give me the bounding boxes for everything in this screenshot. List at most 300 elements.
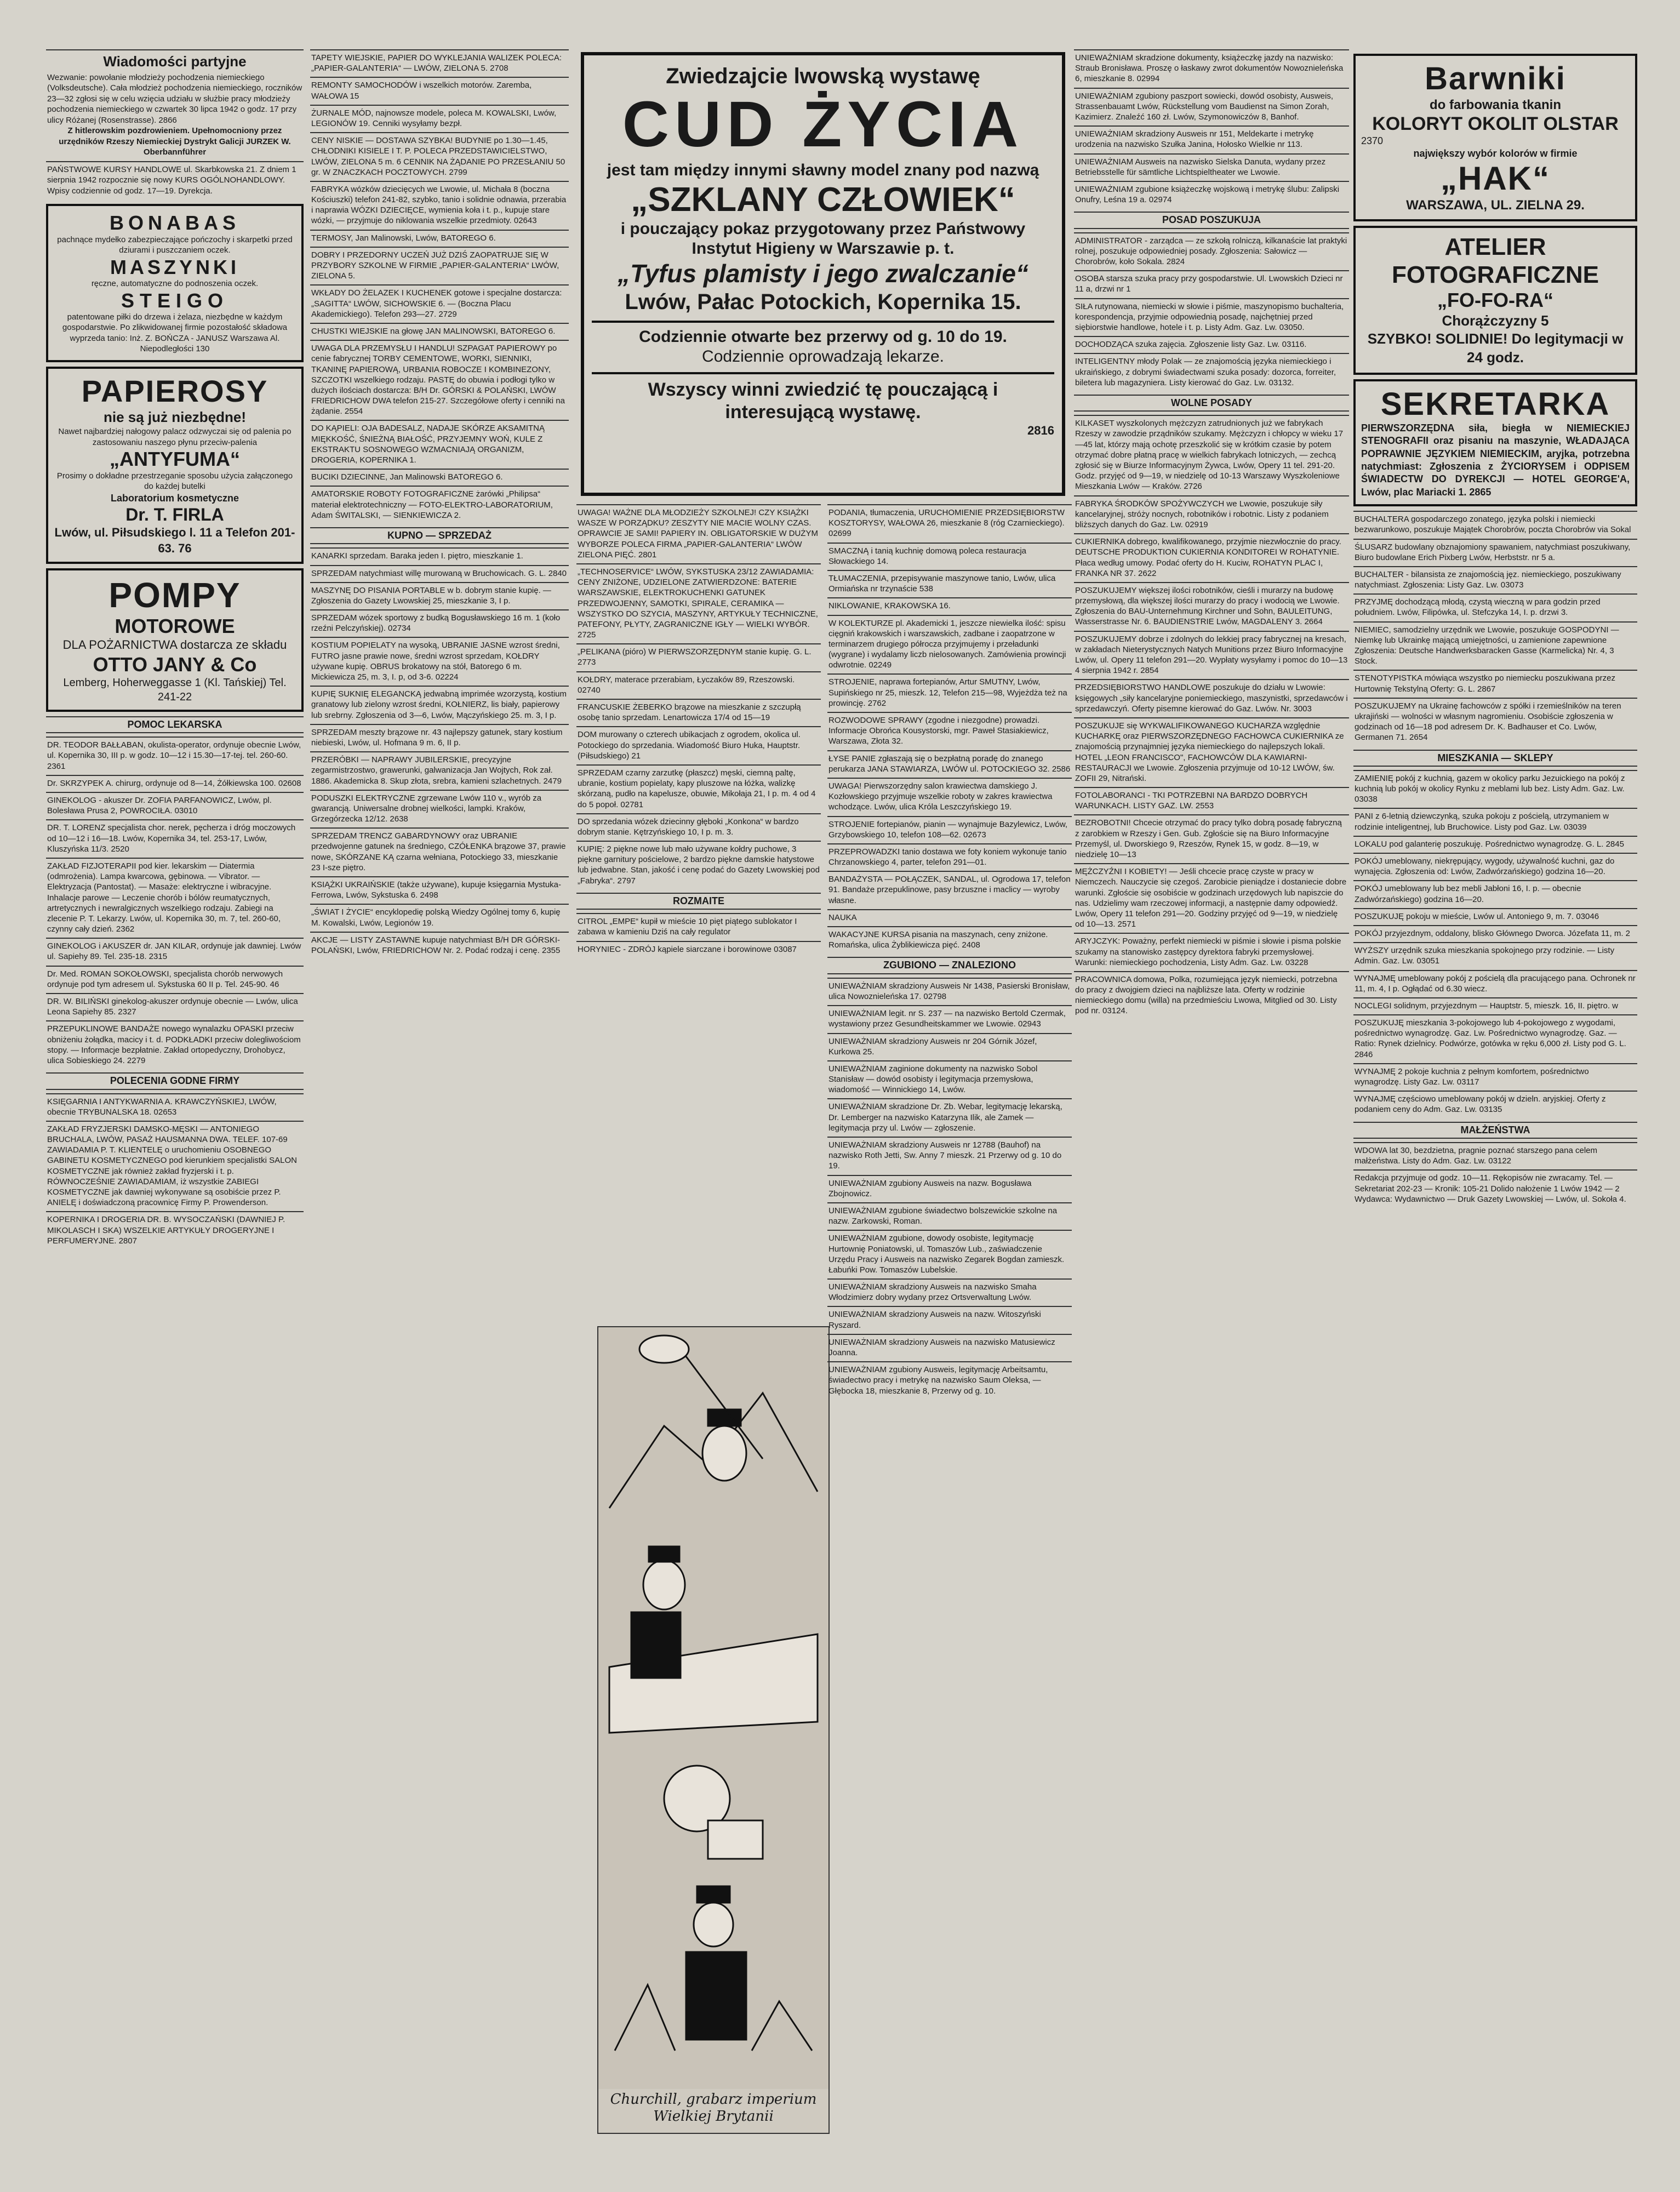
classified-ad <box>827 816 1072 843</box>
wolne-section-title: WOLNE POSADY <box>1074 395 1349 412</box>
job-ad-text: STENOTYPISTKA mówiąca wszystko po niemiecku poszukiwana przez Hurtownię Tekstylną Oferty: G. L. 2867 <box>1355 673 1616 694</box>
classified-ad-text: WKŁADY DO ŻELAZEK I KUCHENEK gotowe i specjalne dostarcza: „SAGITTA“ LWÓW, SICHOWSKIE 6. — (Boczna Placu Akademickiego). Telefon 293—27. 2729 <box>311 288 562 319</box>
classified-ad <box>310 247 569 285</box>
churchill-cartoon <box>597 1326 830 2134</box>
apartment-ad <box>1353 1063 1637 1091</box>
column-4 <box>1074 49 1349 2181</box>
kupno-ad-text: KOSTIUM POPIELATY na wysoką, UBRANIE JASNE wzrost średni, FUTRO jasne prawie nowe, średni wzrost sprzedam, KOŁDRY używane kupię. OBRUS brokatowy na stół, Batorego 6 m. Mickiewicza 25, m. 3, I. p, od 3-6. 02224 <box>311 641 560 682</box>
classified-ad <box>827 926 1072 954</box>
maszynki-title: MASZYNKI <box>110 255 239 278</box>
classified-list <box>310 49 569 524</box>
marriage-ad-text: WDOWA lat 30, bezdzietna, pragnie poznać starszego pana celem małżeństwa. Listy do Adm. Gaz. Lw. 03122 <box>1355 1146 1598 1166</box>
rozmaite-list <box>576 913 821 958</box>
medical-ad-text: GINEKOLOG - akuszer Dr. ZOFIA PARFANOWICZ, Lwów, pl. Bolesława Prusa 2, POWROCIŁA. 03010 <box>47 796 272 816</box>
job-ad-text: CUKIERNIKA dobrego, kwalifikowanego, przyjmie niezwłocznie do pracy. DEUTSCHE PRODUKTION CUKIERNIA KONDITOREI W ROHATYNIE. Płaca według umowy. Podać oferty do H. Kuciw, ROHATYN PLAC I, FRANKA NR 37. 2622 <box>1075 537 1341 578</box>
classified-ad-text: REMONTY SAMOCHODÓW i wszelkich motorów. Zaremba, WAŁOWA 15 <box>311 81 532 101</box>
medical-ad <box>46 858 304 938</box>
kupno-list <box>310 547 569 959</box>
classified-ad-text: DOM murowany o czterech ubikacjach z ogrodem, okolica ul. Potockiego do sprzedania. Wiadomość Biuro Huka, Hauptstr. (Piłsudskiego) 21 <box>578 730 801 761</box>
classified-ad-text: TERMOSY, Jan Malinowski, Lwów, BATOREGO 6. <box>311 233 496 243</box>
lost-ad-text: UNIEWAŻNIAM skradziony Ausweis Nr 1438, Pasierski Bronisław, ulica Nowoznieleńska 17. 02798 <box>828 981 1070 1001</box>
lost-list <box>827 978 1072 1400</box>
classified-ad <box>827 570 1072 597</box>
kupno-ad-text: KANARKI sprzedam. Baraka jeden I. piętro, mieszkanie 1. <box>311 551 523 561</box>
apartment-ad-text: LOKALU pod galanterię poszukuję. Pośrednictwo wynagrodzę. G. L. 2845 <box>1355 839 1624 849</box>
recommended-ad <box>46 1211 304 1249</box>
kupno-ad <box>310 876 569 904</box>
editorial-footer <box>1353 1169 1637 1208</box>
pompy-text: DLA POŻARNICTWA dostarcza ze składu <box>62 637 287 652</box>
firla-name: Dr. T. FIRLA <box>125 505 224 525</box>
expo-title: CUD ŻYCIA <box>622 88 1024 161</box>
job-ad-text: BUCHALTER - bilansista ze znajomością jęz. niemieckiego, poszukiwany natychmiast. Zgłoszenia: Listy Gaz. Lw. 03073 <box>1355 569 1621 590</box>
classified-ad-text: NIKLOWANIE, KRAKOWSKA 16. <box>828 601 951 611</box>
party-news <box>46 49 304 161</box>
hak-address: WARSZAWA, UL. ZIELNA 29. <box>1406 197 1585 213</box>
barwniki-title: Barwniki <box>1425 61 1566 96</box>
firla-address: Lwów, ul. Piłsudskiego l. 11 a Telefon 201-63. 76 <box>54 525 295 555</box>
job-ad <box>1074 971 1349 1020</box>
expo-number: 2816 <box>1027 423 1054 437</box>
recommended-ad-text: KOPERNIKA I DROGERIA DR. B. WYSOCZAŃSKI (DAWNIEJ P. MIKOLASCH I SKA) WSZELKIE ARTYKUŁY DROGERYJNE I PERFUMERYJNE. 2807 <box>47 1215 285 1246</box>
cartoon-caption: Churchill, grabarz imperium Wielkiej Brytanii <box>610 2091 817 2125</box>
rozmaite-section-title: ROZMAITE <box>576 893 821 910</box>
recommended-list <box>46 1093 304 1249</box>
classified-ad <box>827 543 1072 570</box>
classified-ad-text: DO sprzedania wózek dziecinny głęboki „Konkona“ w bardzo dobrym stanie. Kętrzyńskiego 10, I p. m. 3. <box>578 817 799 837</box>
annulment-ad <box>1074 125 1349 153</box>
classified-ad-text: DOBRY I PRZEDORNY UCZEŃ JUŻ DZIŚ ZAOPATRUJE SIĘ W PRZYBORY SZKOLNE W FIRMIE „PAPIER-GALANTERIA“ LWÓW, ZIELONA 5. <box>311 250 559 281</box>
classified-ad-text: PODANIA, tłumaczenia, URUCHOMIENIE PRZEDSIĘBIORSTW KOSZTORYSY, WAŁOWA 26, mieszkanie 8 (róg Czarnieckiego). 02699 <box>828 508 1065 539</box>
posad-ad <box>1074 298 1349 336</box>
apartment-ad-text: POKÓJ umeblowany, niekrępujący, wygody, używalność kuchni, gaz do wynajęcia. Zgłoszenia od: Lwów, Zadwórzańskiego) godzina 16—20. <box>1355 857 1615 877</box>
lost-ad-text: UNIEWAŻNIAM skradziony Ausweis na nazwisko Smaha Włodzimierz dobry wydany przez Ortsverwaltung Lwów. <box>828 1282 1037 1303</box>
job-ad-text: POSZUKUJEMY na Ukrainę fachowców z spółki i rzemieślników na teren ukrajiński — wolności w własnym nagromieniu. Osobiście zgłoszenia w godzinach od 16—18 pod adresem Dr. K. Badhauser et Co. Lwów, Germanen 71. 2654 <box>1355 701 1621 743</box>
apartment-ad <box>1353 1091 1637 1118</box>
annulment-ad <box>1074 153 1349 181</box>
column-2 <box>310 49 569 2181</box>
medical-ad <box>46 775 304 792</box>
mieszkania-list <box>1353 770 1637 1118</box>
apartment-ad-text: POSZUKUJĘ mieszkania 3-pokojowego lub 4-pokojowego z wygodami, pośrednictwo wynagrodzę. Gaz. Lw. Pośrednictwo wynagrodzę. Gaz. — Ratio: Rynek dzielnicy. Podwórze, gotówka w ręku 6,000 zł. Listy pod G. L. 2846 <box>1355 1018 1626 1059</box>
kupno-ad-text: „ŚWIAT I ŻYCIE“ encyklopedię polską Wiedzy Ogólnej tomy 6, kupię M. Kowalski, Lwów, Legionów 19. <box>311 907 561 928</box>
classified-ad <box>310 469 569 486</box>
job-ad <box>1353 621 1637 670</box>
annulment-ad <box>1074 49 1349 88</box>
classified-ad-text: STROJENIE fortepianów, pianin — wynajmuje Bazylewicz, Lwów, Grzybowskiego 10, telefon 108—62. 02673 <box>828 819 1068 840</box>
job-ad-text: BUCHALTERA gospodarczego zonatego, języka polski i niemiecki bezwarunkowo, poszukuje Majątek Chorobrów, poczta Chorobrów via Sokal <box>1355 515 1631 535</box>
lost-ad <box>827 1060 1072 1099</box>
job-ad-text: FABRYKA ŚRODKÓW SPOŻYWCZYCH we Lwowie, poszukuje siły kancelaryjnej, stróży nocnych, robotników i robotnic. Listy z podaniem bliższych danych do Gaz. Lw. 02919 <box>1075 499 1329 529</box>
posad-ad <box>1074 353 1349 391</box>
classified-ad-text: ŻURNALE MÓD, najnowsze modele, poleca M. KOWALSKI, Lwów, LEGIONÓW 19. Cenniki wysyłamy bezpł. <box>311 108 557 128</box>
antyfuma-text: Prosimy o dokładne przestrzeganie sposobu użycia załączonego do każdej butelki <box>56 471 293 492</box>
pompy-ad <box>46 568 304 712</box>
lost-ad-text: UNIEWAŻNIAM zgubione świadectwo bolszewickie szkolne na nazw. Zarkowski, Roman. <box>828 1206 1058 1226</box>
lost-ad-text: UNIEWAŻNIAM skradziony Ausweis nr 204 Górnik Józef, Kurkowa 25. <box>828 1036 1037 1057</box>
medical-ad-text: DR. T. LORENZ specjalista chor. nerek, pęcherza i dróg moczowych od 10—12 i 16—18. Lwów, Kopernika 34, tel. 253-17, Lwów, Kluszyńska 11/3. 2520 <box>47 823 296 854</box>
apartment-ad <box>1353 997 1637 1014</box>
lost-ad-text: UNIEWAŻNIAM skradziony Ausweis nr 12788 (Bauhof) na nazwisko Roth Jetti, Sw. Anny 7 mieszk. 21 Przerwy od g. 10 do 19. <box>828 1140 1062 1171</box>
apartment-ad-text: WYNAJMĘ umeblowany pokój z pościelą dla pracującego pana. Ochronek nr 11, m. 4, I p. Ogłądać od 6.30 wiecz. <box>1355 973 1636 994</box>
posad-ad <box>1074 232 1349 271</box>
classified-ad <box>576 764 821 813</box>
expo-line-5: i pouczający pokaz przygotowany przez Państwowy Instytut Higieny w Warszawie p. t. <box>620 220 1026 258</box>
job-ad-text: PRACOWNICA domowa, Polka, rozumiejąca język niemiecki, potrzebna do pracy z dwojgiem dzieci na najbliższe lata. Oferty w rodzinie niemieckiego domu (willa) na przedmieściu Lwowa, Mitglied od 30. Listy pod nr. 03124. <box>1075 974 1338 1016</box>
lost-ad-text: UNIEWAŻNIAM skradziony Ausweis na nazw. Witoszyński Ryszard. <box>828 1310 1041 1330</box>
malzenstwa-list <box>1353 1142 1637 1169</box>
lost-ad <box>827 1202 1072 1230</box>
job-ad-text: BEZROBOTNI! Chcecie otrzymać do pracy tylko dobrą posadę fabryczną z zarobkiem w Rzeszy i Gen. Gub. Zgłoście się na Biuro Informacyjne Przemyśl, ul. Dworskiego 9, Rzeszów, Rynek 15, w godz. 8—19, w niedzielę 10—13 <box>1075 818 1342 860</box>
classified-ad-text: ROZWODOWE SPRAWY (zgodne i niezgodne) prowadzi. Informacje Obrońca Kousystorski, mgr. Paweł Stasiakiewicz, Warszawa, Złota 32. <box>828 716 1049 746</box>
classified-ad <box>310 230 569 247</box>
medical-ad <box>46 819 304 858</box>
classified-ad-text: FRANCUSKIE ŻEBERKO brązowe na mieszkanie z szczupłą osobę tanio sprzedam. Lenartowicza 17/4 od 15—19 <box>578 703 801 723</box>
classified-ad <box>827 750 1072 778</box>
job-ad <box>1074 933 1349 971</box>
party-sign: Z hitlerowskim pozdrowieniem. Upełnomocniony przez urzędników Rzeszy Niemieckiej Dystrykt Galicji JURZEK W. Oberbannführer <box>59 126 291 157</box>
classified-ad <box>310 420 569 469</box>
lost-ad <box>827 1334 1072 1361</box>
job-ad <box>1074 582 1349 631</box>
lost-ad-text: UNIEWAŻNIAM zgubiony Ausweis na nazw. Bogusława Zbojnowicz. <box>828 1178 1032 1198</box>
lost-ad <box>827 1137 1072 1175</box>
lost-ad-text: UNIEWAŻNIAM skradziony Ausweis na nazwisko Matusiewicz Joanna. <box>828 1337 1055 1358</box>
lost-ad <box>827 1033 1072 1060</box>
posad-ad <box>1074 270 1349 298</box>
kupno-ad <box>310 686 569 724</box>
job-ad <box>1074 814 1349 863</box>
party-text: Wezwanie: powołanie młodzieży pochodzenia niemieckiego (Volksdeutsche). Cała młodzież pochodzenia niemieckiego, roczników 23—32 zgłosi się w celu wzięcia udziału w służbie pracy młodzieży pochodzenia niemieckiego w czwartek 30 lipca 1942 o godz. 17 przy ulicy Różanej (Rosenstrasse). 2866 <box>47 72 302 125</box>
classified-ad <box>827 871 1072 909</box>
classified-ad <box>576 504 821 563</box>
classified-ad-text: PRZEPROWADZKI tanio dostawa we foty koniem wykonuje tanio Chrzanowskiego 4, parter, telefon 291—01. <box>828 847 1067 867</box>
medical-ad-text: ZAKŁAD FIZJOTERAPII pod kier. lekarskim — Diatermia (odmrożenia). Lampa kwarcowa, gębinowa. — Vibrator. — Elektryzacja (Pantostat). — Masaże: elektryczne i wibracyjne. Inhalacje parowe — Leczenie chorób i bólów reumatycznych, artretycznych i newralgicznych wszelkiego rodzaju. Zabiegi na zlecenie P. T. Lekarzy. Lwów, ul. Kopernika 30, m. 7, tel. 260-60, czynny cały dzień. 2362 <box>47 861 281 934</box>
kupno-ad-text: AKCJE — LISTY ZASTAWNE kupuje natychmiast B/H DR GÓRSKI-POLAŃSKI, Lwów, FRIEDRICHOW Nr. 2. Podać rodzaj i cenę. 2355 <box>311 935 561 955</box>
job-list <box>1353 511 1637 746</box>
job-ad-text: POSZUKUJEMY większej ilości robotników, cieśli i murarzy na budowę przemysłową, dla większej ilości murarzy do pracy i wodocią we Lwowie. Zgłoszenia do BAU-Unternehmung Kirchner und Sohn, BAULEITUNG, Wasserstrasse Nr. 6. BAUDIENSTRIE Lwów, MAGDALENY 3. 2664 <box>1075 585 1340 627</box>
apartment-ad-text: WYNAJMĘ częściowo umeblowany pokój w dzieln. aryjskiej. Oferty z podaniem ceny do Adm. Gaz. Lw. 03135 <box>1355 1094 1606 1115</box>
medical-ad-text: GINEKOLOG i AKUSZER dr. JAN KILAR, ordynuje jak dawniej. Lwów ul. Sapiehy 89. Tel. 235-18. 2315 <box>47 941 301 962</box>
lost-ad-text: UNIEWAŻNIAM skradzione Dr. Zb. Webar, legitymację lekarską, Dr. Lemberger na nazwisko Katarzyna Ilik, ale Zamek — legitymacja przy ul. Lwów — zgłoszenie. <box>828 1102 1062 1133</box>
job-ad <box>1353 539 1637 566</box>
fofora-text: SZYBKO! SOLIDNIE! Do legitymacji w 24 godz. <box>1367 330 1624 366</box>
recommended-ad-text: ZAKŁAD FRYZJERSKI DAMSKO-MĘSKI — ANTONIEGO BRUCHALA, LWÓW, PASAŻ HAUSMANNA DWA. TELEF. 107-69 ZAWIADAMIA P. T. KLIENTELĘ o uruchomieniu OSOBNEGO GABINETU KOSMETYCZNEGO pod kierunkiem specjalistki SALON KOSMETYCZNE jak również zakład fryzjerski i t. p. RÓWNOCZEŚNIE ZAWIADAMIAM, iż wszystkie ZABIEGI KOSMETYCZNE jak dawniej wykonywane są osobiście przez P. ANIELĘ i doświadczoną pracownicę Firmy P. Prowenderson. <box>47 1124 297 1208</box>
lost-ad <box>827 1306 1072 1333</box>
kupno-ad-text: SPRZEDAM natychmiast willę murowaną w Bruchowicach. G. L. 2840 <box>311 568 567 578</box>
lost-ad-text: UNIEWAŻNIAM zgubione, dowody osobiste, legitymację Hurtownię Poniatowski, ul. Tomaszów Lub., zaświadczenie Urzędu Pracy i Ausweis na nazwisko Zegarek Bogdan zamieszk. Łabuńki Pow. Tomaszów Lubelskie. <box>828 1234 1065 1275</box>
classified-ad <box>827 673 1072 712</box>
kupno-ad <box>310 637 569 686</box>
expo-line-1: Zwiedzajcie lwowską wystawę <box>666 64 980 88</box>
expo-guides: Codziennie oprowadzają lekarze. <box>702 347 944 366</box>
kupno-ad-text: SPRZEDAM wózek sportowy z budką Bogusławskiego 16 m. 1 (koło rzeźni Pelczyńskiej). 02734 <box>311 613 561 633</box>
classified-ad-text: STROJENIE, naprawa fortepianów, Artur SMUTNY, Lwów, Supińskiego nr 25, mieszk. 12, Telefon 215—98, Wyjeżdża też na prowincję. 2762 <box>828 677 1067 708</box>
job-ad-text: FOTOLABORANCI - TKI POTRZEBNI NA BARDZO DOBRYCH WARUNKACH. LISTY GAZ. LW. 2553 <box>1075 791 1308 811</box>
apartment-ad-text: POKÓJ umeblowany lub bez mebli Jabłoni 16, I. p. — obecnie Zadwórzańskiego) godzina 16—20. <box>1355 884 1581 904</box>
pompy-title: POMPY <box>108 575 241 615</box>
classified-ad-text: BANDAŻYSTA — POŁĄCZEK, SANDAL, ul. Ogrodowa 17, telefon 91. Bandaże przepuklinowe, pasy brzuszne i maclicy — wyroby własne. <box>828 875 1071 905</box>
kupno-ad <box>310 827 569 876</box>
medical-list <box>46 737 304 1069</box>
job-ad-text: POSZUKUJEMY dobrze i zdolnych do lekkiej pracy fabrycznej na kresach, w zakładach Nieterystycznych Natych Munitions przez Biuro Informacyjne Lwów, ul. Opery 11 telefon 291—20. Wypłaty wysyłamy i pomoc do 10—13 4 sierpnia 1942 r. 2854 <box>1075 634 1348 676</box>
lost-section-title: ZGUBIONO — ZNALEZIONO <box>827 957 1072 974</box>
lost-ad-text: UNIEWAŻNIAM zgubiony Ausweis, legitymację Arbeitsamtu, świadectwo pracy i metrykę na nazwisko Saum Oleksa, — Głębocka 18, mieszkanie 8, Przerwy od g. 10. <box>828 1365 1048 1396</box>
classified-ad-text: CENY NISKIE — DOSTAWA SZYBKA! BUDYNIE po 1.30—1.45, CHŁODNIKI KISIELE I T. P. POLECA PRZEDSTAWICIELSTWO, LWÓW, ZIELONA 5 m. 6 CENNIK NA ŻĄDANIE PO PRZESŁANIU 50 gr. W ZNACZKACH POCZTOWYCH. 2799 <box>311 136 565 177</box>
apartment-ad-text: POKÓJ przyjezdnym, oddalony, blisko Głównego Dworca. Józefata 11, m. 2 <box>1355 928 1631 938</box>
job-ad <box>1353 566 1637 593</box>
classified-ad-text: BUCIKI DZIECINNE, Jan Malinowski BATOREGO 6. <box>311 472 503 482</box>
job-ad <box>1074 863 1349 933</box>
classified-ad <box>310 77 569 104</box>
classified-ad-text: SPRZEDAM czarny zarzutkę (płaszcz) męski, ciemną paltę, ubranie, kostium popielaty, kapy pluszowe na łóżka, walizkę skórzaną, pudło na kapelusze, obuwie, Mikołaja 21, I p. m. 4 od 4 do 5 popoł. 02781 <box>578 768 816 809</box>
annulment-ad <box>1074 181 1349 208</box>
job-ad-text: NIEMIEC, samodzielny urzędnik we Lwowie, poszukuje GOSPODYNI — Niemkę lub Ukrainkę mającą umiejętności, u zamienione zapewnione Zgłoszenia: Deutsche Handwerksbaracken Gasse (Karmelicka) Nr. 4, 3 Stock. <box>1355 625 1619 666</box>
apartment-ad <box>1353 1014 1637 1063</box>
barwniki-sub: do farbowania tkanin <box>1429 97 1562 112</box>
classified-ad <box>827 615 1072 674</box>
column-1 <box>46 49 304 2181</box>
footer-text: Redakcja przyjmuje od godz. 10—11. Rękopisów nie zwracamy. Tel. — Sekretariat 202-23 — Kronik: 105-21 Dolido nałożenie 1 Lwów 1942 — 2 Wydawca: Wydawnictwo — Druk Gazety Lwowskiej — Lwów, ul. Sokoła 4. <box>1355 1173 1626 1205</box>
expo-line-3: jest tam między innymi sławny model znany pod nazwą <box>607 161 1039 179</box>
apartment-ad-text: POSZUKUJĘ pokoju w mieście, Lwów ul. Antoniego 9, m. 7. 03046 <box>1355 911 1599 921</box>
apartment-ad <box>1353 853 1637 880</box>
classified-ad-text: UWAGA DLA PRZEMYSŁU I HANDLU! SZPAGAT PAPIEROWY po cenie fabrycznej TORBY CEMENTOWE, WORKI, SIENNIKI, TKANINĘ PAPIEROWĄ, URBANIA ROBOCZE I KOMBINEZONY, SZCZOTKI wszelkiego rodzaju. PASTĘ do obuwia i podłogi tylko w dużych ilościach dostarcza: B/H Dr. GÓRSKI & POLAŃSKI, LWÓW FRIEDRICHOW DWA telefon 215-27. Szczegółowe oferty i cenniki na żądanie. 2554 <box>311 344 565 416</box>
lost-ad-text: UNIEWAŻNIAM zaginione dokumenty na nazwisko Sobol Stanisław — dowód osobisty i legitymacja przemysłowa, wiadomość — Winnickiego 14, Lwów. <box>828 1064 1038 1095</box>
exhibition-ad <box>581 52 1065 496</box>
lost-ad <box>827 1361 1072 1400</box>
classified-ad-text: FABRYKA wózków dziecięcych we Lwowie, ul. Michała 8 (boczna Kościuszki) telefon 241-82, szybko, tanio i solidnie odnawia, przerabia i naprawia WÓZKI DZIECIĘCE, wymienia koła i t. p., kupuje stare wózki, — przyjmuje do niklowania wszelkie przedmioty. 02643 <box>311 184 567 226</box>
apartment-ad <box>1353 925 1637 942</box>
apartment-ad <box>1353 770 1637 808</box>
medical-ad-text: Dr. Med. ROMAN SOKOŁOWSKI, specjalista chorób nerwowych ordynuje pod tym adresem ul. Sykstuska 60 II p. Tel. 245-90. 46 <box>47 969 283 989</box>
expo-appeal: Wszyscy winni zwiedzić tę pouczającą i interesującą wystawę. <box>648 379 998 423</box>
classified-ad-text: TŁUMACZENIA, przepisywanie maszynowe tanio, Lwów, ulica Ormiańska nr trzynaście 538 <box>828 573 1056 594</box>
classified-ad-text: SMACZNĄ i tanią kuchnię domową poleca restauracja Słowackiego 14. <box>828 546 1027 566</box>
apartment-ad <box>1353 836 1637 853</box>
fofora-name: „FO-FO-RA“ <box>1437 289 1553 312</box>
kupno-ad <box>310 724 569 751</box>
classified-ad <box>576 643 821 671</box>
job-ad-text: MĘŻCZYŹNI I KOBIETY! — Jeśli chcecie pracę czyste w pracy w Niemczech. Nauczycie się czegoś. Zarobicie pieniądze i dostaniecie dobre warunki. Zgłoście się osobiście w godzinach urzędowych lub napiszcie do nas. Udzielimy wam rzeczowej informacji, a następnie damy odpowiedź. Lwów, Opery 11 telefon 291—20. Godziny przyjęć od 9—19, w niedzielę od 10—13. 2571 <box>1075 867 1347 929</box>
posad-ad-text: INTELIGENTNY młody Polak — ze znajomością języka niemieckiego i ukraińskiego, z dobrymi świadectwami szuka posady: dozorca, forreiter, biletera lub magazyniera. Listy kierować do Gaz. Lw. 03132. <box>1075 357 1336 387</box>
posad-ad-text: DOCHODZĄCA szuka zajęcia. Zgłoszenie listy Gaz. Lw. 03116. <box>1075 340 1307 350</box>
medical-ad <box>46 993 304 1020</box>
kupno-ad-text: MASZYNĘ DO PISANIA PORTABLE w b. dobrym stanie kupię. — Zgłoszenia do Gazety Lwowskiej 25, mieszkanie 3, I p. <box>311 585 551 606</box>
classified-ad <box>310 105 569 132</box>
classified-list-3b <box>827 504 1072 954</box>
expo-model-name: „SZKLANY CZŁOWIEK“ <box>631 180 1015 219</box>
job-ad <box>1074 717 1349 787</box>
annulment-ad-text: UNIEWAŻNIAM zgubione książeczkę wojskową i metrykę ślubu: Zalipski Onufry, Leśna 19 a. 02974 <box>1075 184 1340 205</box>
apartment-ad <box>1353 808 1637 835</box>
otto-name: OTTO JANY & Co <box>93 653 257 676</box>
hak-name: „HAK“ <box>1441 159 1550 197</box>
recommended-ad-text: KSIĘGARNIA I ANTYKWARNIA A. KRAWCZYŃSKIEJ, LWÓW, obecnie TRYBUNALSKA 18. 02653 <box>47 1097 277 1117</box>
job-ad <box>1074 679 1349 717</box>
atelier-ad <box>1353 226 1637 375</box>
classified-ad <box>310 181 569 230</box>
medical-ad <box>46 1020 304 1069</box>
expo-hours: Codziennie otwarte bez przerwy od g. 10 do 19. <box>639 328 1007 346</box>
papierosy-text: Nawet najbardziej nałogowy palacz odzwyczai się od palenia po zastosowaniu naszego płynu przeciw-palenia <box>58 427 292 447</box>
steigo-text: patentowane piłki do drzewa i żelaza, niezbędne w każdym gospodarstwie. Po zlikwidowanej firmie pozostałość składowa wyprzeda tanio: Inż. Z. BOŃCZA - JANUSZ Warszawa Al. Niepodległości 130 <box>62 312 288 354</box>
posad-ad-text: ADMINISTRATOR - zarządca — ze szkołą rolniczą, kilkanaście lat praktyki rolnej, poszukuje odpowiedniej posady. Zgłoszenia: Sałowicz — Chorobrów, koło Sokala. 2824 <box>1075 236 1347 267</box>
classified-ad-text: NAUKA <box>828 912 857 922</box>
classified-ad <box>827 909 1072 926</box>
bonabas-ad <box>46 204 304 362</box>
classified-ad <box>827 843 1072 871</box>
apartment-ad-text: WYŻSZY urzędnik szuka mieszkania spokojnego przy rodzinie. — Listy Admin. Gaz. Lw. 03051 <box>1355 946 1615 966</box>
classified-ad <box>827 712 1072 750</box>
classified-ad <box>827 597 1072 614</box>
job-ad <box>1074 533 1349 582</box>
classified-ad <box>576 671 821 699</box>
job-ad-text: ARYJCZYK: Poważny, perfekt niemiecki w piśmie i słowie i pisma polskie szukamy na stanowisko zastępcy dyrektora fabryki przemysłowej. Warunki: niemieckiego pochodzenia, Listy Adm. Gaz. Lw. 03228 <box>1075 937 1341 967</box>
apartment-ad <box>1353 908 1637 925</box>
kupno-ad <box>310 932 569 959</box>
posad-list <box>1074 232 1349 391</box>
classified-ad <box>576 813 821 841</box>
recommended-ad <box>46 1121 304 1212</box>
atelier-title: ATELIER FOTOGRAFICZNE <box>1391 233 1599 288</box>
rozmaite-ad-text: CITROL „EMPE“ kupił w mieście 10 pięt piątego sublokator I zabawa w kamieniu Dziś na cały regulator <box>578 917 797 937</box>
lost-ad <box>827 1278 1072 1306</box>
classified-ad <box>310 323 569 340</box>
medical-ad <box>46 938 304 965</box>
lost-ad <box>827 978 1072 1005</box>
steigo-title: STEIGO <box>121 289 229 312</box>
classified-ad <box>310 132 569 181</box>
sekretarka-title: SEKRETARKA <box>1380 386 1610 423</box>
barwniki-brands: KOLORYT OKOLIT OLSTAR <box>1372 113 1619 134</box>
medical-ad-text: DR. TEODOR BAŁŁABAN, okulista-operator, ordynuje obecnie Lwów, ul. Kopernika 30, III p. w godz. 10—12 i 15.30—17-tej. tel. 260-60. 2361 <box>47 740 301 771</box>
classified-ad-text: CHUSTKI WIEJSKIE na głowę JAN MALINOWSKI, BATOREGO 6. <box>311 326 556 336</box>
kupno-section-title: KUPNO — SPRZEDAŻ <box>310 527 569 544</box>
apartment-ad-text: ZAMIENIĘ pokój z kuchnią, gazem w okolicy parku Jezuickiego na pokój z kuchnią lub pokój w okolicy Rynku z meblami lub bez. Listy Adm. Gaz. Lw. 03038 <box>1355 773 1625 804</box>
papierosy-sub: nie są już niezbędne! <box>103 408 247 425</box>
sekretarka-text: PIERWSZORZĘDNA siła, biegła w NIEMIECKIEJ STENOGRAFII oraz pisaniu na maszynie, WŁADAJĄCA POPRAWNIE JĘZYKIEM NIEMIECKIM, aryjka, potrzebna natychmiast: Zgłoszenia z ŻYCIORYSEM i ODPISEM ŚWIADECTW DO DYREKCJI — HOTEL GEORGE'A, Lwów, plac Mariacki 1. 2865 <box>1361 422 1630 498</box>
lost-ad <box>827 1098 1072 1137</box>
job-ad <box>1074 631 1349 680</box>
job-ad <box>1353 670 1637 697</box>
posad-ad-text: SIŁA rutynowana, niemiecki w słowie i piśmie, maszynopismo buchalteria, korespondencja, przyjmie odpowiednią posadę, najchętniej przed siębiorstwie handlowe, hotele i t. p. Listy Adm. Gaz. Lw. 03050. <box>1075 301 1344 332</box>
classified-ad-text: WAKACYJNE KURSA pisania na maszynach, ceny zniżone. Romańska, ulica Żyblikiewicza pięć. 2408 <box>828 930 1048 950</box>
recommended-section-title: POLECENIA GODNE FIRMY <box>46 1072 304 1089</box>
kupno-ad <box>310 565 569 582</box>
classified-ad-text: AMATORSKIE ROBOTY FOTOGRAFICZNE żarówki „Philipsa“ materiał elektrotechniczny — FOTO-ELEKTRO-LABORATORIUM, Adam ŚWITALSKI, — SIENKIEWICZA 2. <box>311 489 553 520</box>
lost-ad-text: UNIEWAŻNIAM legit. nr S. 237 — na nazwisko Bertold Czermak, wystawiony przez Gesundheitskammer we Lwowie. 02943 <box>828 1009 1066 1029</box>
kupno-ad-text: KUPIĘ SUKNIĘ ELEGANCKĄ jedwabną imprimée wzorzystą, kostium granatowy lub zielony wzrost średni, KOŁNIERZ, lis biały, papierowy lub srebrny. Zgłoszenia od 3—6, Lwów, Mączyńskiego 25. m. 3, I p. <box>311 689 567 720</box>
column-3b <box>827 504 1072 2181</box>
antyfuma-title: „ANTYFUMA“ <box>110 448 240 471</box>
expo-typhus: „Tyfus plamisty i jego zwalczanie“ <box>618 259 1028 288</box>
job-ad <box>1353 593 1637 621</box>
classified-list-3a <box>576 504 821 889</box>
lost-ad <box>827 1005 1072 1032</box>
kupno-ad-text: SPRZEDAM meszty brązowe nr. 43 najlepszy gatunek, stary kostium niebieski, Lwów, ul. Hofmana 9 m. 6, II p. <box>311 727 563 747</box>
classified-ad-text: ŁYSE PANIE zgłaszają się o bezpłatną poradę do znanego perukarza JANA STAWIARZA, LWÓW ul. POTOCKIEGO 32. 2586 <box>828 754 1071 774</box>
marriage-ad <box>1353 1142 1637 1169</box>
motorowe-title: MOTOROWE <box>115 614 235 637</box>
job-ad <box>1074 787 1349 814</box>
kupno-ad <box>310 582 569 609</box>
posad-ad <box>1074 336 1349 353</box>
kupno-ad-text: SPRZEDAM TRENCZ GABARDYNOWY oraz UBRANIE przedwojenne gatunek na średniego, CZÓŁENKA brązowe 37, prawie nowe, SKÓRZANE KĄ czarna wełniana, Potockiego 33, mieszkanie 23 I-sze piętro. <box>311 831 566 872</box>
classified-ad <box>576 726 821 764</box>
party-title: Wiadomości partyjne <box>103 53 247 70</box>
medical-ad <box>46 737 304 775</box>
job-ad <box>1074 415 1349 495</box>
posad-ad-text: OSOBA starsza szuka pracy przy gospodarstwie. Ul. Lwowskich Dzieci nr 11 a, drzwi nr 1 <box>1075 274 1343 294</box>
posad-section-title: POSAD POSZUKUJA <box>1074 212 1349 229</box>
lost-ad <box>827 1230 1072 1278</box>
classified-ad-text: UWAGA! WAŻNE DLA MŁODZIEŻY SZKOLNEJ! CZY KSIĄŻKI WASZE W PORZĄDKU? ZESZYTY NIE MACIE WOLNY CZAS. OPRAWCIE JE SAMI! PAPIERY IN. OBLIGATORSKIE W DUŻYM WYBORZE POLECA FIRMA „PAPIER-GALANTERIA“ LWÓW ZIELONA PIĘĆ. 2801 <box>578 508 818 560</box>
classified-ad <box>310 284 569 323</box>
bonabas-title: BONABAS <box>109 212 240 235</box>
maszynki-text: ręczne, automatyczne do podnoszenia oczek. <box>91 279 259 289</box>
job-ad-text: PRZEDSIĘBIORSTWO HANDLOWE poszukuje do działu w Lwowie: księgowych „siły kancelaryjne poniemieckiego, maszynistki, sprzedawców i sprzedawczyń. Oferty pisemne kierować do Gaz. Lwów. Nr. 3003 <box>1075 683 1348 713</box>
classified-ad <box>827 504 1072 543</box>
apartment-ad-text: WYNAJMĘ 2 pokoje kuchnia z pełnym komfortem, pośrednictwo wynagrodzę. Listy Gaz. Lw. 03117 <box>1355 1066 1589 1087</box>
apartment-ad-text: NOCLEGI solidnym, przyjezdnym — Hauptstr. 5, mieszk. 16, II. piętro. w <box>1355 1001 1618 1011</box>
mieszkania-section-title: MIESZKANIA — SKLEPY <box>1353 750 1637 767</box>
cartoon-illustration-icon <box>598 1327 828 2089</box>
barwniki-text: największy wybór kolorów w firmie <box>1413 148 1578 159</box>
apartment-ad <box>1353 942 1637 969</box>
classified-ad-text: TAPETY WIEJSKIE, PAPIER DO WYKLEJANIA WALIZEK POLECA: „PAPIER-GALANTERIA“ — LWÓW, ZIELONA 5. 2708 <box>311 53 562 73</box>
kupno-ad-text: KSIĄŻKI UKRAIŃSKIE (także używane), kupuje księgarnia Mystuka-Ferrowa, Lwów, Sykstuska 6. 2498 <box>311 880 562 900</box>
annulment-ad-text: UNIEWAŻNIAM zgubiony paszport sowiecki, dowód osobisty, Ausweis, Strassenbauamt Lwów, Rückstellung vom Baudienst na Simon Zorah, Kazimierz. Znaleźć 160 zł. Lwów, Szymonowiczów 8, Banhof. <box>1075 91 1334 122</box>
rozmaite-ad <box>576 913 821 940</box>
kupno-ad <box>310 751 569 790</box>
column-5 <box>1353 49 1637 2181</box>
medical-ad-text: PRZEPUKLINOWE BANDAŻE nowego wynalazku OPASKI przeciw obniżeniu żołądka, macicy i t. d. PODKŁADKI przeciw dolegliwościom stopy. — Informacje bezpłatnie. Zakład ortopedyczny, Drohobycz, ulica Sobieskiego 24. 2279 <box>47 1024 301 1065</box>
apartment-ad <box>1353 880 1637 907</box>
apartment-ad <box>1353 970 1637 997</box>
medical-ad <box>46 792 304 819</box>
kupno-ad <box>310 904 569 931</box>
job-ad-text: POSZUKUJE się WYKWALIFIKOWANEGO KUCHARZA względnie KUCHARKĘ oraz PIERWSZORZĘDNEGO FACHOWCA CUKIERNIKA ze znajomością przynajmniej języka niemieckiego do najlepszych lokali. HOTEL „LEON FRANCISCO", FACHOWCÓW DLA KAWIARNI-RESTAURACJI we Lwowie. Zgłoszenia przyjmuje od 10-12 LWÓW, św. ZOFII 29, Nitrański. <box>1075 721 1344 783</box>
annulment-ad-text: UNIEWAŻNIAM skradziony Ausweis nr 151, Meldekarte i metrykę urodzenia na nazwisko Szułka Janina, Hołosko Wielkie nr 113. <box>1075 129 1314 150</box>
job-ad <box>1353 698 1637 746</box>
annulment-ad-text: UNIEWAŻNIAM Ausweis na nazwisko Sielska Danuta, wydany przez Betriebsstelle für sämtliche Lichtspieltheater we Lwowie. <box>1075 157 1326 177</box>
school-notice <box>46 161 304 200</box>
apartment-ad-text: PANI z 6-letnią dziewczynką, szuka pokoju z pościelą, utrzymaniem w rodzinie inteligentnej, lub Bruchowice. Listy pod Gaz. Lw. 03039 <box>1355 812 1609 832</box>
classified-ad-text: KOŁDRY, materace przerabiam, Łyczaków 89, Rzeszowski. 02740 <box>578 675 795 695</box>
classified-ad-text: „TECHNOSERVICE“ LWÓW, SYKSTUSKA 23/12 ZAWIADAMIA: CENY ZNIŻONE, UDZIELONE ZATWIERDZONE: BATERIE WARSZAWSKIE, ELEKTROKUCHENKI GATUNEK PRZEDWOJENNY, SAMOTKI, SPIRALE, CERAMIKA — WSZYSTKO DO SZYCIA, MASZYNY, ARTYKUŁY TECHNICZNE, PATEFONY, PŁYTY, ZAGRANICZNE IGŁY — WIELKI WYBÓR. 2725 <box>578 567 818 640</box>
medical-section-title: POMOC LEKARSKA <box>46 716 304 733</box>
medical-ad <box>46 966 304 993</box>
lost-ad <box>827 1175 1072 1202</box>
classified-ad-text: „PELIKANA (pióro) W PIERWSZORZĘDNYM stanie kupię. G. L. 2773 <box>578 647 812 667</box>
classified-ad <box>310 340 569 420</box>
job-ad-text: ŚLUSARZ budowlany obznajomiony spawaniem, natychmiast poszukiwany, Biuro budowlane Erich Pixberg Lwów, Herbststr. nr 5 a. <box>1355 542 1631 562</box>
rozmaite-ad-text: HORYNIEC - ZDRÓJ kąpiele siarczane i borowinowe 03087 <box>578 944 797 954</box>
kupno-ad <box>310 547 569 564</box>
barwniki-number: 2370 <box>1361 135 1384 147</box>
expo-address: Lwów, Pałac Potockich, Kopernika 15. <box>625 290 1021 315</box>
kupno-ad-text: PRZERÓBKI — NAPRAWY JUBILERSKIE, precyzyjne zegarmistrzostwo, grawerunki, galwanizacja Jan Wojtych, Rok zał. 1886. Akademicka 8. Skup złota, srebra, kamieni szlachetnych. 2479 <box>311 755 562 786</box>
classified-ad <box>310 49 569 77</box>
otto-address: Lemberg, Hoherweggasse 1 (Kl. Tańskiej) Tel. 241-22 <box>63 676 287 703</box>
fofora-address: Chorążczyzny 5 <box>1442 312 1549 329</box>
annulment-ad-text: UNIEWAŻNIAM skradzione dokumenty, książeczkę jazdy na nazwisko: Straub Bronisława. Proszę o łaskawy zwrot dokumentów Nowoznieleńska 6, mieszkanie 8. 02994 <box>1075 53 1344 84</box>
classified-ad <box>827 778 1072 816</box>
barwniki-ad <box>1353 54 1637 221</box>
rozmaite-ad <box>576 941 821 958</box>
wolne-list <box>1074 415 1349 1019</box>
